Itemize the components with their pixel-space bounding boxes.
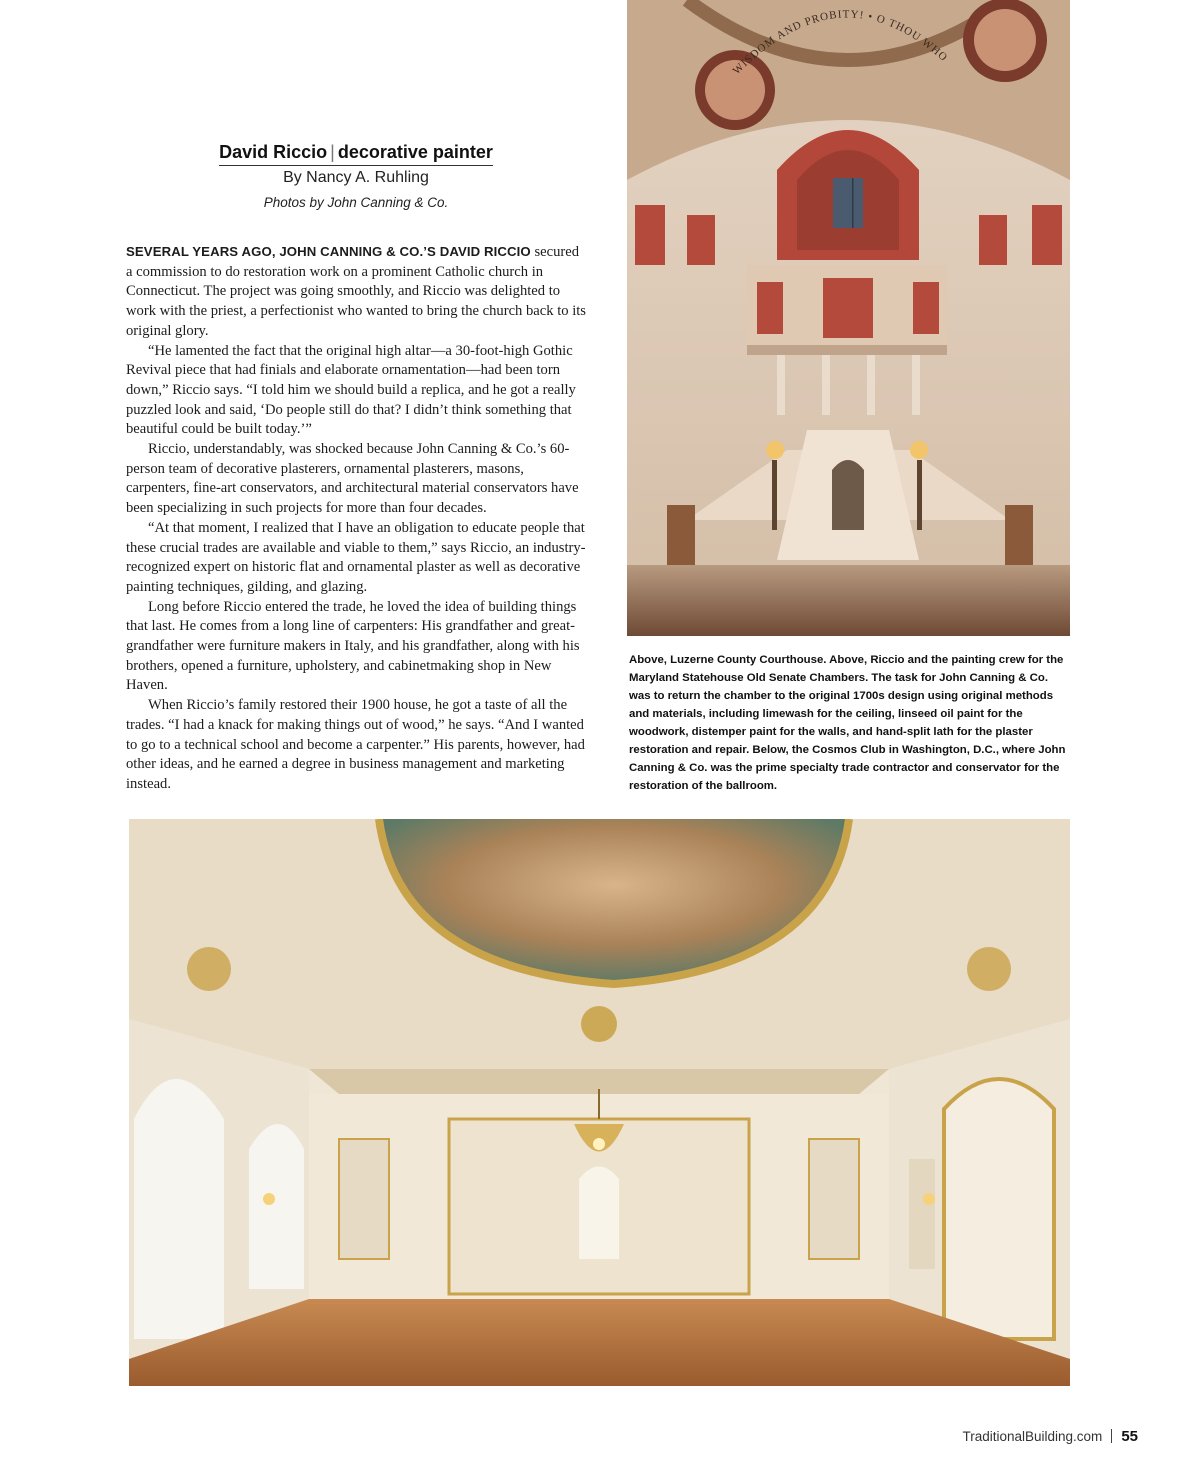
page-number: 55	[1121, 1428, 1138, 1445]
paragraph-1-text: secured a commission to do restoration work on a prominent Catholic church in Connecticut. The project was going smoothly, and Riccio was delighted to work with the priest, a perfectionist who wanted to bring the church back to its original glory.	[126, 244, 586, 339]
byline: By Nancy A. Ruhling	[283, 169, 429, 186]
lead-in: SEVERAL YEARS AGO, JOHN CANNING & CO.’S DAVID RICCIO	[126, 244, 531, 259]
paragraph-4: “At that moment, I realized that I have an obligation to educate people that these crucial trades are available and viable to them,” says Riccio, an industry-recognized expert on historic flat and ornamental plaster as well as decorative painting techniques, gilding, and glazing.	[126, 519, 586, 595]
dome-inscription: WISDOM AND PROBITY! • O THOU WHO	[730, 8, 950, 77]
profile-name: David Riccio	[219, 142, 328, 162]
article-body	[126, 242, 586, 795]
paragraph-2: “He lamented the fact that the original high altar—a 30-foot-high Gothic Revival piece that had finials and elaborate ornamentation—had been torn down,” Riccio says. “I told him we should build a replica, and he got a really puzzled look and said, ‘Do people still do that? I didn’t think something that beautiful could be built today.’”	[126, 342, 576, 438]
profile-role: decorative painter	[337, 142, 493, 162]
courthouse-rotunda-photo	[627, 0, 1070, 636]
ballroom-photo	[129, 819, 1070, 1386]
paragraph-3: Riccio, understandably, was shocked because John Canning & Co.’s 60-person team of decorative plasterers, ornamental plasterers, masons, carpenters, fine-art conservators, and architectural material conservators have been specializing in such projects for more than four decades.	[126, 441, 579, 517]
page-footer	[962, 1428, 1138, 1445]
paragraph-1	[126, 242, 586, 342]
photo-caption: Above, Luzerne County Courthouse. Above, Riccio and the painting crew for the Maryland Statehouse Old Senate Chambers. The task for John Canning & Co. was to return the chamber to the original 1700s design using original methods and materials, including limewash for the ceiling, linseed oil paint for the woodwork, distemper paint for the walls, and hand-split lath for the plaster restoration and repair. Below, the Cosmos Club in Washington, D.C., where John Canning & Co. was the prime specialty trade contractor and conservator for the restoration of the ballroom.	[629, 654, 1066, 792]
article-header	[126, 142, 586, 210]
title-separator: |	[330, 142, 335, 162]
site-name: TraditionalBuilding.com	[962, 1429, 1103, 1444]
article-title	[219, 142, 493, 166]
photo-credit: Photos by John Canning & Co.	[263, 195, 449, 210]
paragraph-5: Long before Riccio entered the trade, he loved the idea of building things that last. He comes from a long line of carpenters: His grandfather and great-grandfather were furniture makers in Italy, and his grandfather, along with his brothers, opened a furniture, upholstery, and cabinetmaking shop in New Haven.	[126, 598, 580, 694]
footer-divider	[1111, 1429, 1112, 1443]
paragraph-6: When Riccio’s family restored their 1900 house, he got a taste of all the trades. “I had a knack for making things out of wood,” he says. “And I wanted to go to a technical school and become a carpenter.” His parents, however, had other ideas, and he earned a degree in business management and marketing instead.	[126, 697, 585, 792]
